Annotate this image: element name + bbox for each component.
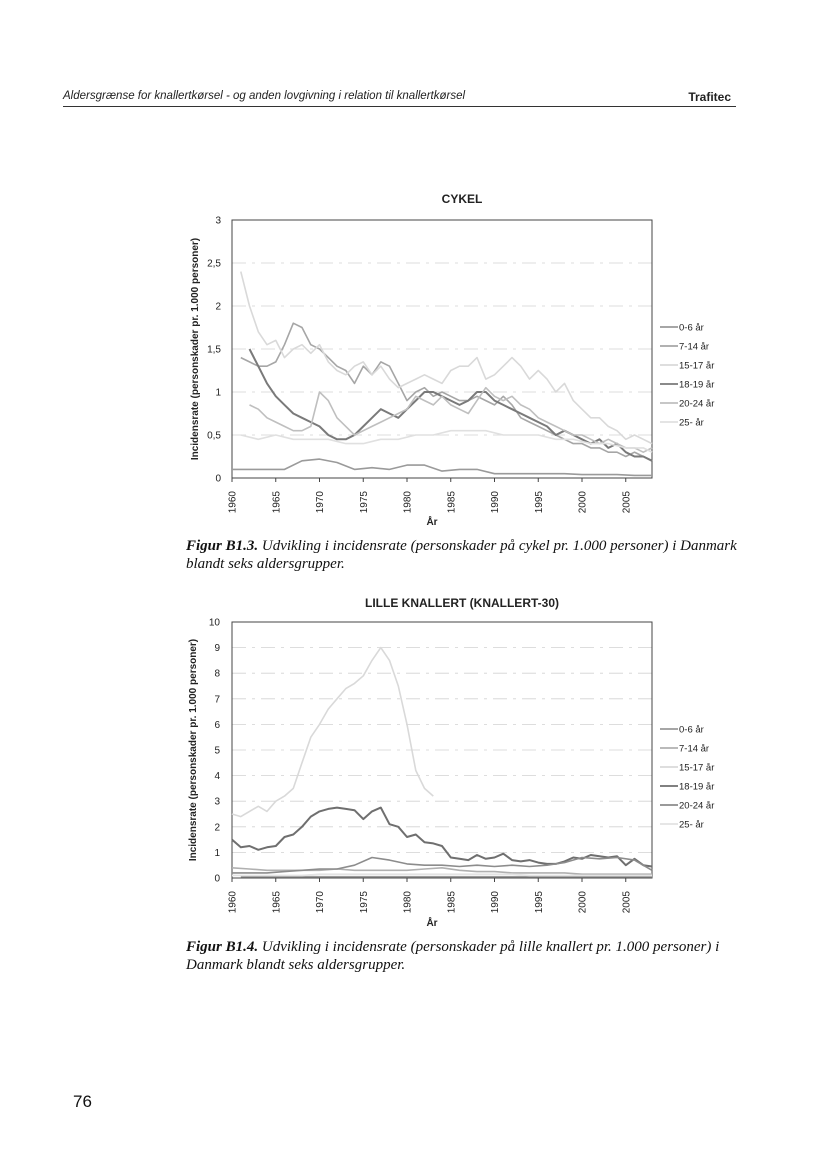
chart-1-y-tick-label: 1 <box>215 387 221 399</box>
chart-1-y-tick-label: 2,5 <box>207 258 221 270</box>
chart-1 <box>190 192 714 528</box>
chart-2-legend-label-6: 25- år <box>679 819 704 831</box>
running-header-org: Trafitec <box>688 90 731 104</box>
chart-1-legend-label-5: 20-24 år <box>679 398 715 410</box>
chart-2-x-tick-label: 2000 <box>577 891 589 914</box>
chart-2-x-tick-label: 1975 <box>358 891 370 914</box>
chart-1-series-line-6 <box>241 431 652 453</box>
figure-caption-1-text: Udvikling i incidensrate (personskader på cykel pr. 1.000 personer) i Danmark blandt seks aldersgrupper. <box>186 538 737 572</box>
page-number: 76 <box>73 1092 92 1111</box>
chart-2-y-tick-label: 3 <box>214 796 220 808</box>
chart-1-x-axis-title: År <box>426 517 438 528</box>
chart-2-x-tick-label: 1985 <box>446 891 458 914</box>
chart-1-legend-label-4: 18-19 år <box>679 379 715 391</box>
chart-2-y-tick-label: 7 <box>214 694 220 706</box>
chart-2-y-tick-label: 10 <box>208 617 220 629</box>
chart-1-x-tick-label: 1995 <box>533 491 545 514</box>
figure-caption-2-label: Figur B1.4. <box>186 939 259 955</box>
chart-1-legend-label-1: 0-6 år <box>679 322 704 334</box>
figure-caption-1-label: Figur B1.3. <box>186 538 259 554</box>
chart-2-legend-label-5: 20-24 år <box>679 800 715 812</box>
figure-caption-2 <box>186 938 746 974</box>
chart-2-x-tick-label: 1995 <box>533 891 545 914</box>
chart-2-y-tick-label: 6 <box>214 719 220 731</box>
chart-1-y-axis-title: Incidensrate (personskader pr. 1.000 personer) <box>190 237 201 461</box>
chart-1-legend-label-3: 15-17 år <box>679 360 715 372</box>
figure-caption-1 <box>186 537 746 573</box>
chart-1-y-tick-label: 1,5 <box>207 344 221 356</box>
chart-1-y-tick-label: 0,5 <box>207 430 221 442</box>
chart-1-x-tick-label: 1970 <box>315 491 326 514</box>
chart-2-x-tick-label: 1990 <box>490 891 501 914</box>
chart-2-y-tick-label: 8 <box>214 668 220 680</box>
chart-2-y-tick-label: 2 <box>214 822 220 834</box>
chart-1-legend-label-2: 7-14 år <box>679 341 710 353</box>
running-header-title: Aldersgrænse for knallertkørsel - og anden lovgivning i relation til knallertkørsel <box>63 90 466 102</box>
chart-1-series-line-1 <box>232 459 652 475</box>
chart-2-y-tick-label: 9 <box>214 643 220 655</box>
figure-caption-2-text: Udvikling i incidensrate (personskader på lille knallert pr. 1.000 personer) i Danmark blandt seks aldersgrupper. <box>186 939 720 973</box>
chart-1-title: CYKEL <box>441 192 483 206</box>
chart-1-y-tick-label: 3 <box>215 215 221 227</box>
chart-2-y-tick-label: 1 <box>214 847 220 859</box>
chart-2-y-tick-label: 4 <box>214 771 220 783</box>
chart-2-x-tick-label: 1960 <box>227 891 239 914</box>
chart-2-legend-label-2: 7-14 år <box>679 743 710 755</box>
chart-2-series-line-5 <box>232 858 652 873</box>
chart-2-title: LILLE KNALLERT (KNALLERT-30) <box>365 596 559 610</box>
chart-2-y-tick-label: 5 <box>214 745 220 757</box>
chart-1-x-tick-label: 1960 <box>227 491 239 514</box>
chart-1-x-tick-label: 2005 <box>621 491 633 514</box>
chart-1-x-tick-label: 1985 <box>446 491 458 514</box>
chart-1-y-tick-label: 2 <box>215 301 221 313</box>
chart-2-y-tick-label: 0 <box>214 873 220 885</box>
chart-2-y-axis-title: Incidensrate (personskader pr. 1.000 personer) <box>188 638 199 862</box>
chart-2-x-axis-title: År <box>426 918 438 929</box>
chart-1-x-tick-label: 2000 <box>577 491 589 514</box>
chart-1-x-tick-label: 1965 <box>271 491 283 514</box>
chart-2-x-tick-label: 1965 <box>271 891 283 914</box>
chart-2-legend-label-4: 18-19 år <box>679 781 715 793</box>
chart-2 <box>188 596 714 929</box>
chart-1-y-tick-label: 0 <box>215 473 221 485</box>
chart-2-x-tick-label: 1970 <box>315 891 326 914</box>
chart-2-x-tick-label: 2005 <box>621 891 633 914</box>
chart-1-x-tick-label: 1975 <box>358 491 370 514</box>
chart-1-x-tick-label: 1980 <box>402 491 414 514</box>
chart-1-x-tick-label: 1990 <box>490 491 501 514</box>
chart-2-legend-label-1: 0-6 år <box>679 724 704 736</box>
chart-2-legend-label-3: 15-17 år <box>679 762 715 774</box>
chart-2-x-tick-label: 1980 <box>402 891 414 914</box>
chart-1-legend-label-6: 25- år <box>679 417 704 429</box>
